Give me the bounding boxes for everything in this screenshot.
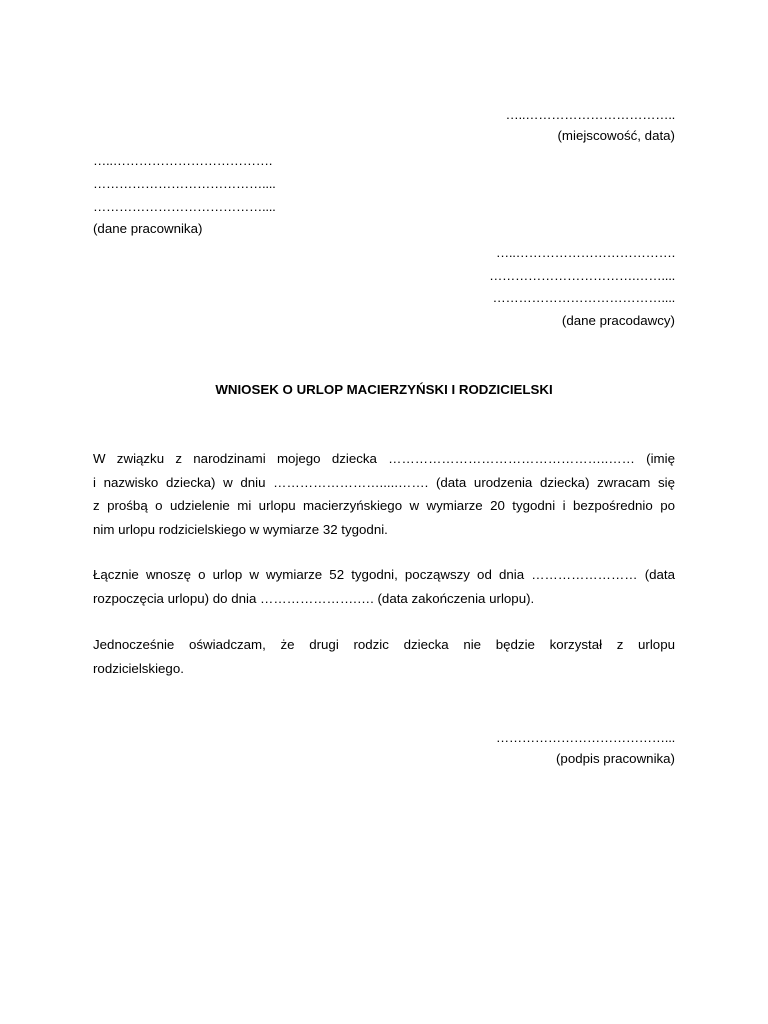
document-title: WNIOSEK O URLOP MACIERZYŃSKI I RODZICIELSKI — [215, 382, 553, 397]
employer-line-2: …………………………….…….... — [489, 268, 675, 283]
employee-label: (dane pracownika) — [93, 221, 203, 236]
paragraph-period — [93, 563, 675, 610]
employer-label: (dane pracodawcy) — [561, 313, 675, 328]
employee-line-2: ………………………………….... — [93, 176, 276, 191]
place-date-label: (miejscowość, data) — [557, 128, 675, 143]
employer-line-1: …..………………………………. — [495, 245, 675, 260]
paragraph-line: rozpoczęcia urlopu) do dnia ………………….…. (data zakończenia urlopu). — [93, 590, 535, 606]
paragraph-line: Jednocześnie oświadczam, że drugi rodzic dziecka nie będzie korzystał z urlopu — [93, 637, 675, 652]
paragraph-birth — [93, 447, 675, 541]
place-date-dots: …..…………………………….. — [505, 107, 675, 122]
paragraph-line: z prośbą o udzielenie mi urlopu macierzyńskiego w wymiarze 20 tygodni i bezpośrednio po — [93, 498, 675, 513]
employer-line-3: ………………………………….... — [492, 290, 675, 305]
paragraph-line: i nazwisko dziecka) w dniu …………………….....……. (data urodzenia dziecka) zwracam się — [93, 474, 675, 490]
paragraph-line: rodzicielskiego. — [93, 660, 184, 676]
signature-label: (podpis pracownika) — [556, 751, 675, 766]
paragraph-declaration — [93, 633, 675, 680]
signature-dots: …………………………………... — [495, 730, 675, 745]
employee-line-3: ………………………………….... — [93, 199, 276, 214]
paragraph-line: nim urlopu rodzicielskiego w wymiarze 32 tygodni. — [93, 521, 388, 537]
paragraph-line: W związku z narodzinami mojego dziecka …………………………………………..…… (imię — [93, 451, 675, 466]
employee-line-1: …..………………………………. — [93, 153, 273, 168]
paragraph-line: Łącznie wnoszę o urlop w wymiarze 52 tygodni, począwszy od dnia …………………… (data — [93, 567, 675, 582]
